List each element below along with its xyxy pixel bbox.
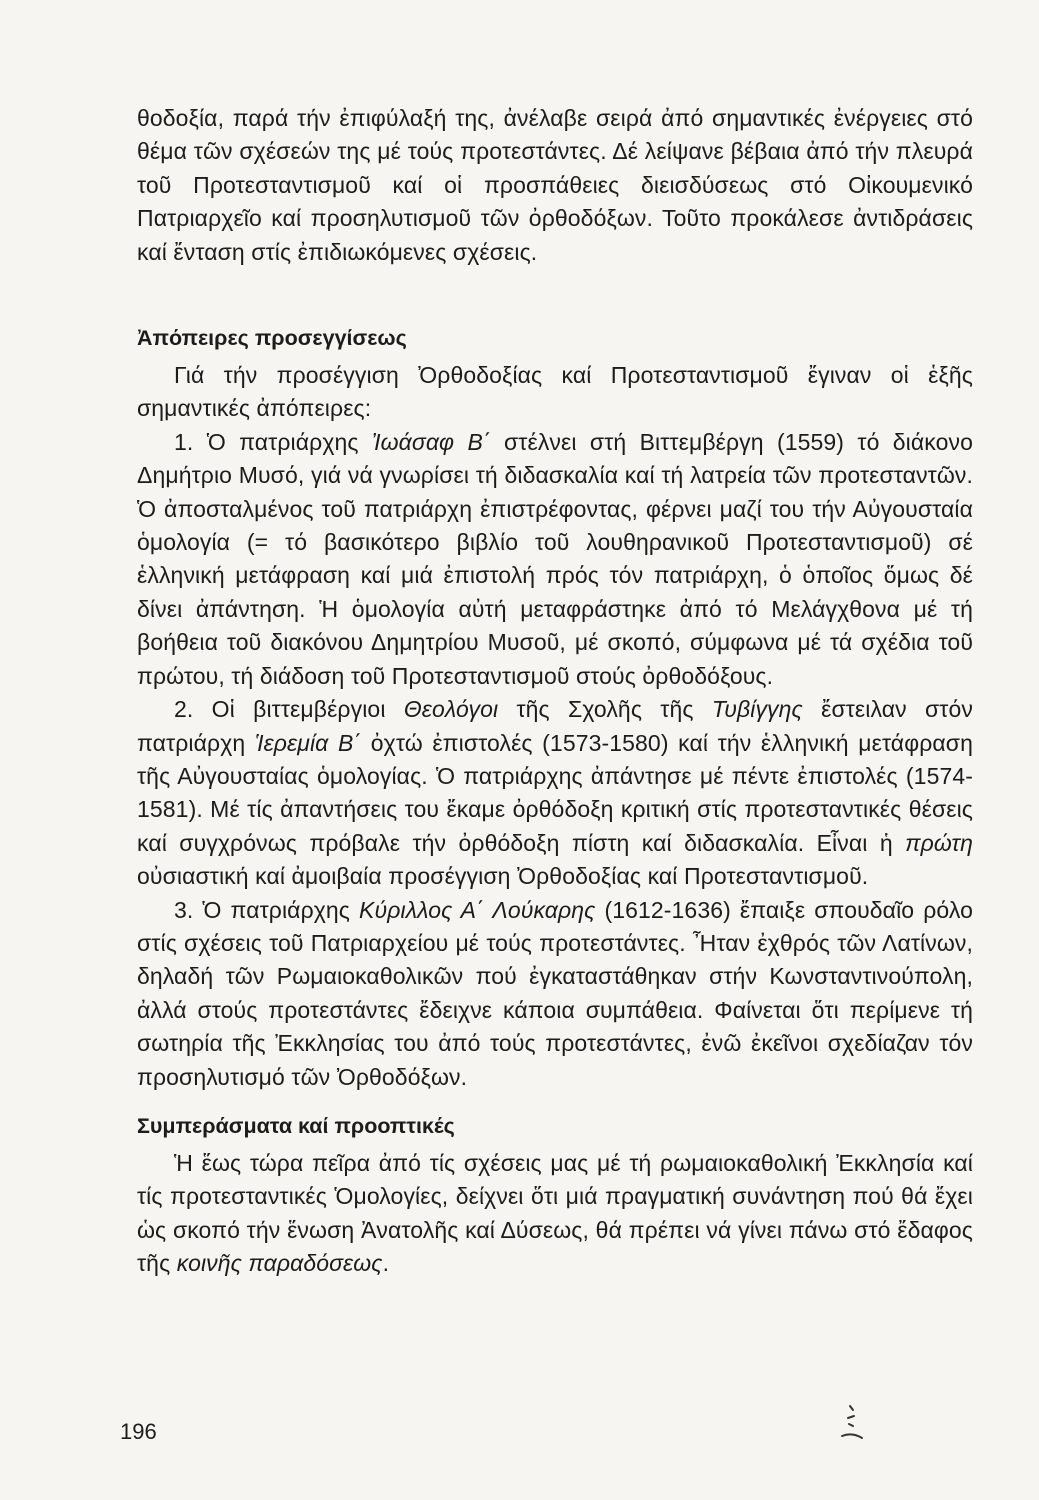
attempt-item-2-text-c: ἔστειλαν στόν πατριάρχη [137, 696, 973, 756]
attempt-item-1 [137, 426, 973, 693]
ink-mark-icon [838, 1402, 866, 1442]
attempt-item-2-text-d: ὀχτώ ἐπιστολές (1573-1580) καί τήν ἑλληνική μετάφραση τῆς Αὐγουσταίας ὁμολογίας. Ὁ πατριάρχης ἀπάντησε μέ πέντε ἐπιστολές (1574-1581). Μέ τίς ἀπαντήσεις του ἔκαμε ὀρθόδοξη κριτική στίς προτεσταντικές θέσεις καί συγχρόνως πρόβαλε τήν ὀρθόδοξη πίστη καί διδασκαλία. Εἶναι ἡ [137, 729, 973, 856]
section-heading-attempts: Ἀπόπειρες προσεγγίσεως [137, 326, 407, 351]
intro-paragraph: θοδοξία, παρά τήν ἐπιφύλαξή της, ἀνέλαβε σειρά ἀπό σημαντικές ἐνέργειες στό θέμα τῶν σχέσεών της μέ τούς προτεστάντες. Δέ λείψανε βέβαια ἀπό τήν πλευρά τοῦ Προτεσταντισμοῦ καί οἱ προσπάθειες διεισδύσεως στό Οἰκουμενικό Πατριαρχεῖο καί προσηλυτισμοῦ τῶν ὀρθοδόξων. Τοῦτο προκάλεσε ἀντιδράσεις καί ἔνταση στίς ἐπιδιωκόμενες σχέσεις. [137, 105, 973, 265]
tubingen-term: Τυβίγγης [711, 696, 803, 723]
patriarch-joasaph-name: Ἰωάσαφ Β΄ [371, 428, 491, 455]
attempts-lead-paragraph: Γιά τήν προσέγγιση Ὀρθοδοξίας καί Προτεσταντισμοῦ ἔγιναν οἱ ἑξῆς σημαντικές ἀπόπειρες: [137, 362, 973, 422]
first-term: πρώτη [905, 829, 973, 856]
attempt-item-2-text-b: τῆς Σχολῆς τῆς [498, 696, 712, 723]
conclusions-text-a: Ἡ ἕως τώρα πεῖρα ἀπό τίς σχέσεις μας μέ τή ρωμαιοκαθολική Ἐκκλησία καί τίς προτεσταντικές Ὁμολογίες, δείχνει ὅτι μιά πραγματική συνάντηση πού θά ἔχει ὡς σκοπό τήν ἕνωση Ἀνατολῆς καί Δύσεως, θά πρέπει νά γίνει πάνω στό ἔδαφος τῆς [137, 1149, 973, 1277]
attempt-item-3-text-a: 3. Ὁ πατριάρχης [174, 896, 360, 923]
common-tradition-term: κοινῆς παραδόσεως [176, 1250, 383, 1277]
attempt-item-3 [137, 894, 973, 1094]
attempt-item-2-text-e: οὐσιαστική καί ἀμοιβαία προσέγγιση Ὀρθοδοξίας καί Προτεσταντισμοῦ. [137, 863, 869, 890]
conclusions-text-b: . [382, 1250, 390, 1277]
attempt-item-2-text-a: 2. Οἱ βιττεμβέργιοι [174, 696, 404, 723]
attempt-item-1-text-a: 1. Ὁ πατριάρχης [174, 428, 372, 455]
page-number: 196 [120, 1419, 157, 1444]
attempt-item-2 [137, 693, 973, 893]
page-body [137, 102, 973, 1281]
attempt-item-3-text-b: (1612-1636) ἔπαιξε σπουδαῖο ρόλο στίς σχέσεις τοῦ Πατριαρχείου μέ τούς προτεστάντες. Ἦταν ἐχθρός τῶν Λατίνων, δηλαδή τῶν Ρωμαιοκαθολικῶν πού ἐγκαταστάθηκαν στήν Κωνσταντινούπολη, ἀλλά στούς προτεστάντες ἔδειχνε κάποια συμπάθεια. Φαίνεται ὅτι περίμενε τή σωτηρία τῆς Ἐκκλησίας του ἀπό τούς προτεστάντες, ἐνῶ ἐκεῖνοι σχεδίαζαν τόν προσηλυτισμό τῶν Ὀρθοδόξων. [137, 896, 973, 1090]
conclusions-paragraph [137, 1147, 973, 1281]
patriarch-cyril-name: Κύριλλος Α΄ Λούκαρης [359, 896, 596, 923]
section-heading-conclusions: Συμπεράσματα καί προοπτικές [137, 1113, 455, 1138]
attempt-item-1-text-b: στέλνει στή Βιττεμβέργη (1559) τό διάκονο Δημήτριο Μυσό, γιά νά γνωρίσει τή διδασκαλία καί τή λατρεία τῶν προτεσταντῶν. Ὁ ἀποσταλμένος τοῦ πατριάρχη ἐπιστρέφοντας, φέρνει μαζί του τήν Αὐγουσταία ὁμολογία (= τό βασικότερο βιβλίο τοῦ λουθηρανικοῦ Προτεσταντισμοῦ) σέ ἑλληνική μετάφραση καί μιά ἐπιστολή πρός τόν πατριάρχη, ὁ ὁποῖος ὅμως δέ δίνει ἀπάντηση. Ἡ ὁμολογία αὐτή μεταφράστηκε ἀπό τό Μελάγχθονα μέ τή βοήθεια τοῦ διακόνου Δημητρίου Μυσοῦ, μέ σκοπό, σύμφωνα μέ τά σχέδια τοῦ πρώτου, τή διάδοση τοῦ Προτεσταντισμοῦ στούς ὀρθοδόξους. [137, 428, 973, 689]
theologians-term: Θεολόγοι [403, 696, 499, 723]
patriarch-jeremiah-name: Ἱερεμία Β΄ [254, 729, 362, 756]
